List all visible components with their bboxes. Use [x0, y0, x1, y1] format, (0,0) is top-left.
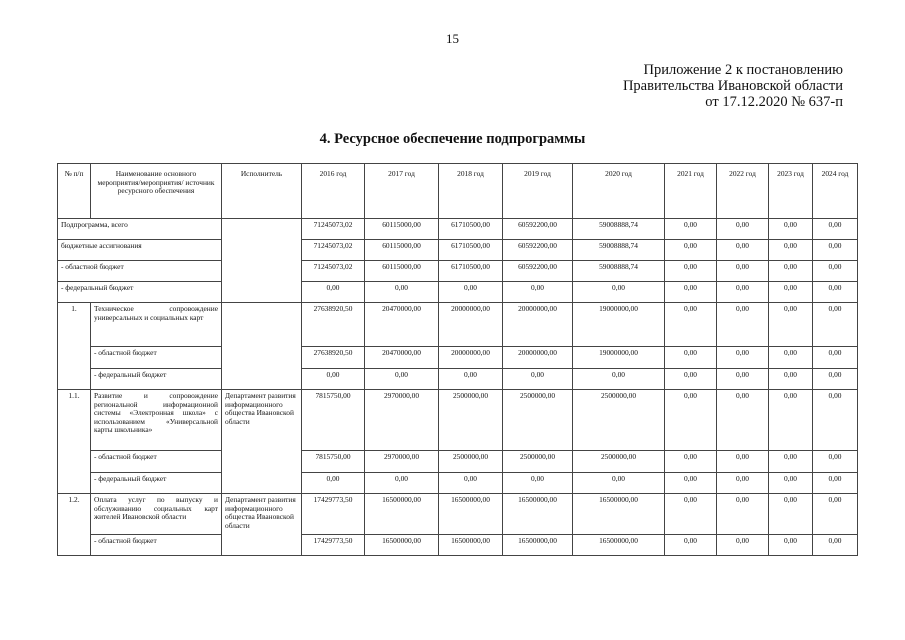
value-cell: 0,00 — [813, 303, 858, 347]
value-cell: 0,00 — [503, 369, 573, 390]
value-cell: 0,00 — [769, 494, 813, 535]
value-cell: 2970000,00 — [365, 451, 439, 473]
value-cell: 0,00 — [769, 240, 813, 261]
value-cell: 0,00 — [769, 219, 813, 240]
row-label: Техническое сопровождение универсальных и социальных карт — [91, 303, 222, 347]
value-cell: 0,00 — [717, 303, 769, 347]
row-number: 1. — [58, 303, 91, 390]
value-cell: 0,00 — [813, 261, 858, 282]
value-cell: 0,00 — [503, 473, 573, 494]
row-label: Оплата услуг по выпуску и обслуживанию социальных карт жителей Ивановской области — [91, 494, 222, 535]
value-cell: 0,00 — [439, 282, 503, 303]
value-cell: 2500000,00 — [439, 390, 503, 451]
value-cell: 0,00 — [717, 261, 769, 282]
value-cell: 0,00 — [717, 451, 769, 473]
row-label: - областной бюджет — [91, 347, 222, 369]
value-cell: 59008888,74 — [573, 219, 665, 240]
value-cell: 0,00 — [813, 219, 858, 240]
value-cell: 20000000,00 — [503, 347, 573, 369]
value-cell: 20000000,00 — [503, 303, 573, 347]
value-cell: 0,00 — [717, 535, 769, 556]
appendix-line-3: от 17.12.2020 № 637-п — [705, 94, 843, 110]
value-cell: 0,00 — [302, 282, 365, 303]
value-cell: 20470000,00 — [365, 347, 439, 369]
header-name: Наименование основного мероприятия/мероприятия/ источник ресурсного обеспечения — [91, 164, 222, 219]
value-cell: 0,00 — [717, 369, 769, 390]
value-cell: 0,00 — [302, 473, 365, 494]
value-cell: 2970000,00 — [365, 390, 439, 451]
value-cell: 0,00 — [813, 473, 858, 494]
value-cell: 0,00 — [769, 282, 813, 303]
value-cell: 0,00 — [665, 347, 717, 369]
value-cell: 0,00 — [813, 390, 858, 451]
table-row-activity-1-2 — [58, 494, 858, 535]
value-cell: 60115000,00 — [365, 261, 439, 282]
value-cell: 0,00 — [439, 369, 503, 390]
value-cell: 0,00 — [717, 282, 769, 303]
value-cell: 16500000,00 — [365, 494, 439, 535]
value-cell: 0,00 — [665, 473, 717, 494]
value-cell: 2500000,00 — [573, 390, 665, 451]
value-cell: 0,00 — [573, 369, 665, 390]
value-cell: 0,00 — [439, 473, 503, 494]
value-cell: 7815750,00 — [302, 451, 365, 473]
value-cell: 0,00 — [769, 347, 813, 369]
value-cell: 16500000,00 — [439, 535, 503, 556]
table-row-budget-allocations — [58, 240, 858, 261]
value-cell: 0,00 — [503, 282, 573, 303]
header-2018: 2018 год — [439, 164, 503, 219]
resource-table — [57, 163, 858, 556]
executor-cell: Департамент развития информационного общества Ивановской области — [222, 390, 302, 494]
value-cell: 20470000,00 — [365, 303, 439, 347]
value-cell: 0,00 — [813, 282, 858, 303]
value-cell: 0,00 — [665, 303, 717, 347]
value-cell: 0,00 — [573, 282, 665, 303]
value-cell: 60592200,00 — [503, 219, 573, 240]
executor-cell — [222, 303, 302, 390]
header-2022: 2022 год — [717, 164, 769, 219]
row-label: Развитие и сопровождение региональной информационной системы «Электронная школа» с использованием «Универсальной карты школьника» — [91, 390, 222, 451]
value-cell: 20000000,00 — [439, 347, 503, 369]
value-cell: 0,00 — [365, 369, 439, 390]
value-cell: 0,00 — [717, 240, 769, 261]
value-cell: 60115000,00 — [365, 240, 439, 261]
table-row-regional-budget — [58, 451, 858, 473]
value-cell: 19000000,00 — [573, 347, 665, 369]
header-executor: Исполнитель — [222, 164, 302, 219]
value-cell: 7815750,00 — [302, 390, 365, 451]
table-row-activity-1-1 — [58, 390, 858, 451]
value-cell: 27638920,50 — [302, 303, 365, 347]
table-row-regional-budget — [58, 261, 858, 282]
row-label: - федеральный бюджет — [58, 282, 222, 303]
value-cell: 0,00 — [717, 347, 769, 369]
value-cell: 0,00 — [769, 261, 813, 282]
value-cell: 71245073,02 — [302, 240, 365, 261]
document-title: 4. Ресурсное обеспечение подпрограммы — [319, 131, 586, 147]
table-row-federal-budget — [58, 473, 858, 494]
value-cell: 2500000,00 — [439, 451, 503, 473]
value-cell: 0,00 — [665, 494, 717, 535]
value-cell: 0,00 — [665, 261, 717, 282]
header-2023: 2023 год — [769, 164, 813, 219]
value-cell: 0,00 — [665, 390, 717, 451]
value-cell: 0,00 — [813, 535, 858, 556]
value-cell: 60592200,00 — [503, 240, 573, 261]
value-cell: 0,00 — [665, 451, 717, 473]
table-row-federal-budget — [58, 369, 858, 390]
value-cell: 2500000,00 — [503, 451, 573, 473]
value-cell: 0,00 — [769, 390, 813, 451]
table-row-federal-budget — [58, 282, 858, 303]
table-row-regional-budget — [58, 347, 858, 369]
value-cell: 61710500,00 — [439, 240, 503, 261]
value-cell: 0,00 — [573, 473, 665, 494]
header-2021: 2021 год — [665, 164, 717, 219]
page-number: 15 — [446, 31, 459, 46]
value-cell: 71245073,02 — [302, 219, 365, 240]
row-number: 1.1. — [58, 390, 91, 494]
value-cell: 0,00 — [665, 282, 717, 303]
value-cell: 0,00 — [717, 219, 769, 240]
value-cell: 60115000,00 — [365, 219, 439, 240]
value-cell: 16500000,00 — [503, 494, 573, 535]
value-cell: 0,00 — [665, 240, 717, 261]
header-2017: 2017 год — [365, 164, 439, 219]
value-cell: 71245073,02 — [302, 261, 365, 282]
executor-cell: Департамент развития информационного общества Ивановской области — [222, 494, 302, 556]
value-cell: 0,00 — [665, 369, 717, 390]
value-cell: 0,00 — [769, 451, 813, 473]
value-cell: 0,00 — [813, 369, 858, 390]
value-cell: 60592200,00 — [503, 261, 573, 282]
header-row — [58, 164, 858, 219]
value-cell: 0,00 — [365, 282, 439, 303]
value-cell: 19000000,00 — [573, 303, 665, 347]
appendix-line-1: Приложение 2 к постановлению — [643, 62, 843, 78]
table-row-subprogram-total — [58, 219, 858, 240]
row-label: - областной бюджет — [58, 261, 222, 282]
header-2016: 2016 год — [302, 164, 365, 219]
table-row-activity-1 — [58, 303, 858, 347]
row-label: - областной бюджет — [91, 535, 222, 556]
value-cell: 20000000,00 — [439, 303, 503, 347]
value-cell: 16500000,00 — [365, 535, 439, 556]
value-cell: 0,00 — [769, 473, 813, 494]
value-cell: 0,00 — [769, 369, 813, 390]
value-cell: 17429773,50 — [302, 535, 365, 556]
row-label: - федеральный бюджет — [91, 473, 222, 494]
value-cell: 0,00 — [665, 219, 717, 240]
value-cell: 61710500,00 — [439, 219, 503, 240]
value-cell: 16500000,00 — [439, 494, 503, 535]
header-num: № п/п — [58, 164, 91, 219]
value-cell: 0,00 — [717, 473, 769, 494]
value-cell: 0,00 — [813, 240, 858, 261]
header-2020: 2020 год — [573, 164, 665, 219]
value-cell: 0,00 — [717, 494, 769, 535]
value-cell: 0,00 — [665, 535, 717, 556]
value-cell: 0,00 — [813, 347, 858, 369]
appendix-block — [623, 62, 843, 110]
value-cell: 0,00 — [717, 390, 769, 451]
value-cell: 0,00 — [813, 494, 858, 535]
executor-cell — [222, 219, 302, 303]
appendix-line-2: Правительства Ивановской области — [622, 78, 843, 94]
value-cell: 0,00 — [769, 303, 813, 347]
row-label: - областной бюджет — [91, 451, 222, 473]
header-2019: 2019 год — [503, 164, 573, 219]
header-2024: 2024 год — [813, 164, 858, 219]
row-label: Подпрограмма, всего — [58, 219, 222, 240]
value-cell: 59008888,74 — [573, 240, 665, 261]
row-number: 1.2. — [58, 494, 91, 556]
value-cell: 59008888,74 — [573, 261, 665, 282]
value-cell: 0,00 — [302, 369, 365, 390]
value-cell: 16500000,00 — [503, 535, 573, 556]
row-label: - федеральный бюджет — [91, 369, 222, 390]
value-cell: 16500000,00 — [573, 494, 665, 535]
value-cell: 16500000,00 — [573, 535, 665, 556]
row-label: бюджетные ассигнования — [58, 240, 222, 261]
value-cell: 0,00 — [813, 451, 858, 473]
value-cell: 0,00 — [365, 473, 439, 494]
value-cell: 17429773,50 — [302, 494, 365, 535]
value-cell: 2500000,00 — [503, 390, 573, 451]
value-cell: 0,00 — [769, 535, 813, 556]
table-row-regional-budget — [58, 535, 858, 556]
value-cell: 27638920,50 — [302, 347, 365, 369]
value-cell: 2500000,00 — [573, 451, 665, 473]
value-cell: 61710500,00 — [439, 261, 503, 282]
